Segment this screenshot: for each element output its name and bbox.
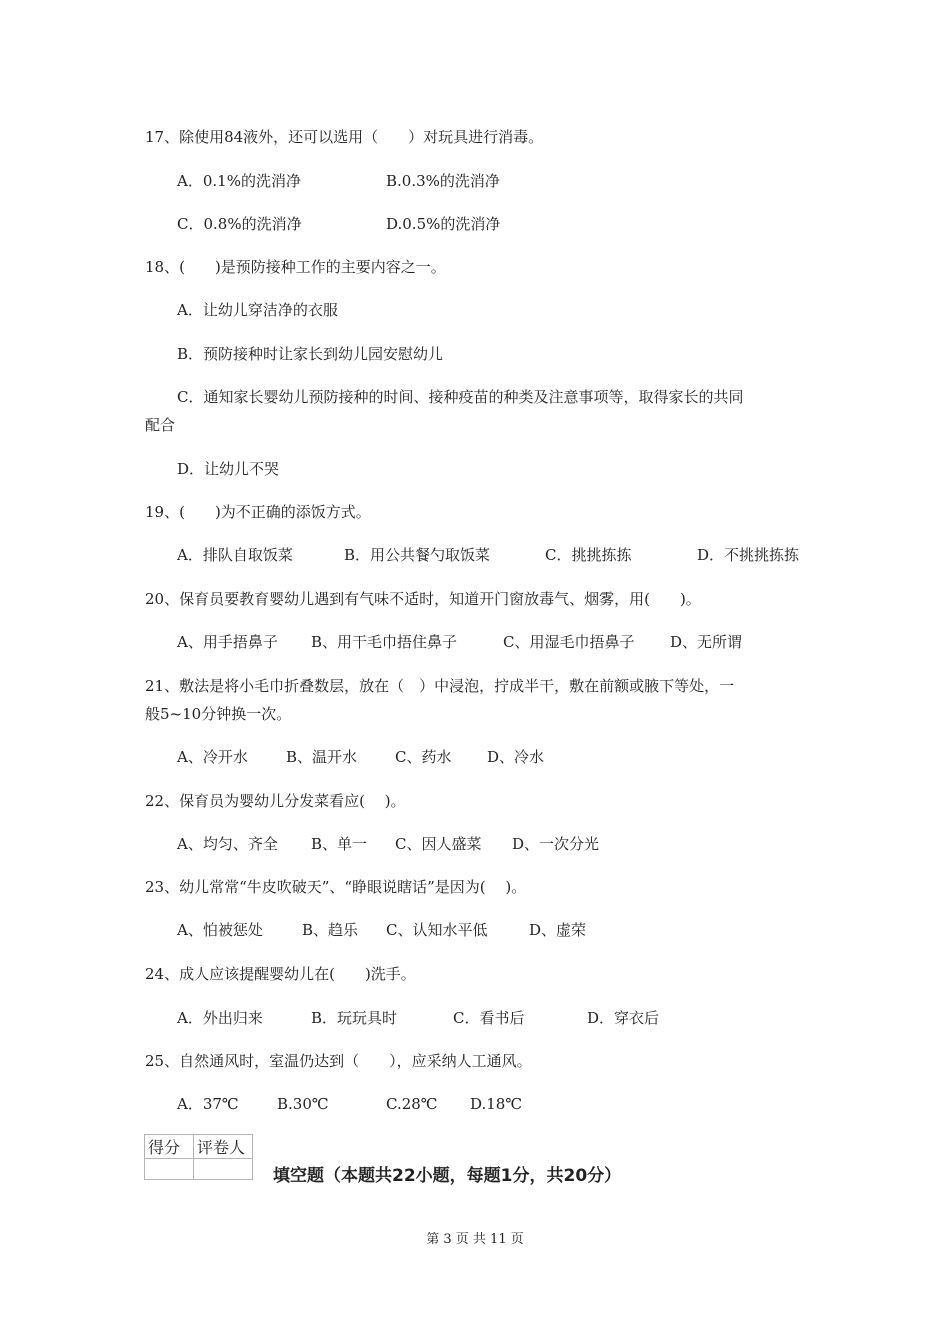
question-17: 17、除使用84液外，还可以选用（ ）对玩具进行消毒。	[145, 128, 544, 146]
option-18-d: D．让幼儿不哭	[177, 460, 280, 478]
option-17-a: A．0.1%的洗消净	[177, 172, 301, 190]
option-24-d: D．穿衣后	[587, 1009, 660, 1027]
option-25-b: B.30℃	[277, 1095, 329, 1113]
option-20-c: C、用湿毛巾捂鼻子	[503, 633, 635, 651]
grader-header: 评卷人	[194, 1135, 253, 1159]
option-23-c: C、认知水平低	[386, 921, 488, 939]
option-23-a: A、怕被惩处	[177, 921, 263, 939]
option-21-c: C、药水	[395, 748, 452, 766]
option-20-d: D、无所谓	[670, 633, 743, 651]
section-title: 填空题（本题共22小题，每题1分，共20分）	[273, 1166, 622, 1186]
option-20-b: B、用干毛巾捂住鼻子	[311, 633, 458, 651]
score-cell	[145, 1159, 194, 1180]
option-23-b: B、趋乐	[302, 921, 359, 939]
option-19-a: A．排队自取饭菜	[177, 546, 293, 564]
option-22-d: D、一次分光	[512, 835, 600, 853]
option-25-a: A．37℃	[177, 1095, 239, 1113]
option-22-c: C、因人盛菜	[395, 835, 482, 853]
question-24: 24、成人应该提醒婴幼儿在( )洗手。	[145, 965, 416, 983]
option-23-d: D、虚荣	[529, 921, 587, 939]
option-21-d: D、冷水	[487, 748, 545, 766]
question-19: 19、( )为不正确的添饭方式。	[145, 503, 371, 521]
question-21-continuation: 般5~10分钟换一次。	[145, 705, 292, 723]
option-18-b: B．预防接种时让家长到幼儿园安慰幼儿	[177, 345, 444, 363]
option-17-c: C．0.8%的洗消净	[177, 215, 302, 233]
option-24-b: B．玩玩具时	[311, 1009, 398, 1027]
option-19-b: B．用公共餐勺取饭菜	[344, 546, 491, 564]
option-18-c: C．通知家长婴幼儿预防接种的时间、接种疫苗的种类及注意事项等，取得家长的共同	[177, 388, 744, 406]
option-22-a: A、均匀、齐全	[177, 835, 278, 853]
option-17-b: B.0.3%的洗消净	[386, 172, 500, 190]
option-24-a: A．外出归来	[177, 1009, 263, 1027]
option-20-a: A、用手捂鼻子	[177, 633, 278, 651]
question-18: 18、( )是预防接种工作的主要内容之一。	[145, 258, 446, 276]
option-17-d: D.0.5%的洗消净	[386, 215, 501, 233]
question-25: 25、自然通风时，室温仍达到（ ），应采纳人工通风。	[145, 1052, 532, 1070]
score-header: 得分	[145, 1135, 194, 1159]
option-25-d: D.18℃	[470, 1095, 523, 1113]
option-18-c-continuation: 配合	[145, 416, 176, 434]
question-22: 22、保育员为婴幼儿分发菜看应( )。	[145, 792, 406, 810]
grader-cell	[194, 1159, 253, 1180]
option-18-a: A．让幼儿穿洁净的衣服	[177, 301, 338, 319]
page-footer: 第 3 页 共 11 页	[426, 1232, 524, 1247]
option-21-a: A、冷开水	[177, 748, 248, 766]
option-24-c: C．看书后	[453, 1009, 525, 1027]
question-23: 23、幼儿常常“牛皮吹破天”、“睁眼说瞎话”是因为( )。	[145, 878, 527, 896]
option-19-d: D．不挑挑拣拣	[697, 546, 800, 564]
question-20: 20、保育员要教育婴幼儿遇到有气味不适时，知道开门窗放毒气、烟雾，用( )。	[145, 590, 701, 608]
option-22-b: B、单一	[311, 835, 368, 853]
option-21-b: B、温开水	[286, 748, 358, 766]
option-19-c: C．挑挑拣拣	[545, 546, 632, 564]
option-25-c: C.28℃	[386, 1095, 438, 1113]
question-21: 21、敷法是将小毛巾折叠数层，放在（ ）中浸泡，拧成半干，敷在前额或腋下等处，一	[145, 677, 735, 695]
score-table	[144, 1134, 253, 1180]
